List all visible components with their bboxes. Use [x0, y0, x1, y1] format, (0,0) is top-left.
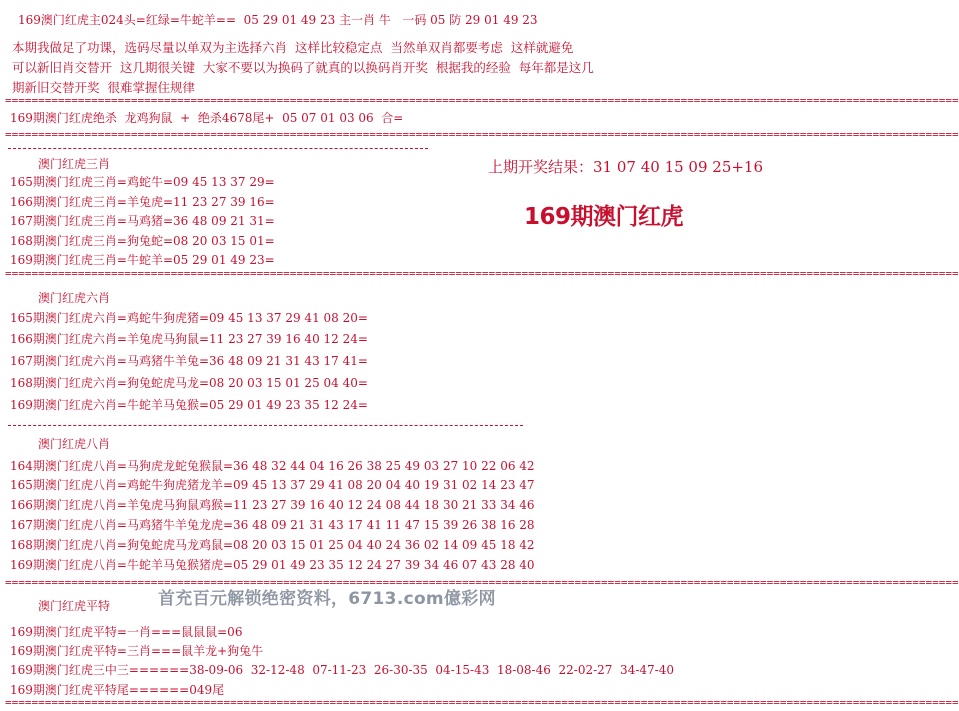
- separator: ================================================================================================================================================: [5, 696, 959, 709]
- intro-line-3: 期新旧交替开奖 很难掌握住规律: [12, 80, 195, 95]
- section-title-special: 澳门红虎平特: [38, 599, 111, 613]
- three-row: 168期澳门红虎三肖=狗兔蛇=08 20 03 15 01=: [10, 234, 275, 248]
- section-title-eight: 澳门红虎八肖: [38, 437, 111, 451]
- last-result: 上期开奖结果：31 07 40 15 09 25+16: [488, 158, 764, 176]
- three-row: 166期澳门红虎三肖=羊兔虎=11 23 27 39 16=: [10, 195, 275, 209]
- separator: ================================================================================================================================================: [5, 128, 959, 141]
- special-row: 169期澳门红虎平特=三肖===鼠羊龙+狗兔牛: [10, 644, 264, 658]
- section-title-three: 澳门红虎三肖: [38, 157, 111, 171]
- special-row: 169期澳门红虎三中三======38-09-06 32-12-48 07-11-23 26-30-35 04-15-43 18-08-46 22-02-27 34-47-40: [10, 663, 674, 677]
- dashed-divider: [8, 425, 523, 426]
- separator: ================================================================================================================================================: [5, 94, 959, 107]
- header-line: 169澳门红虎主024头=红绿=牛蛇羊== 05 29 01 49 23 主一肖 牛 一码 05 防 29 01 49 23: [18, 13, 538, 27]
- six-row: 167期澳门红虎六肖=马鸡猪牛羊兔=36 48 09 21 31 43 17 41=: [10, 354, 368, 368]
- watermark-banner: 首充百元解锁绝密资料，6713.com億彩网: [158, 589, 496, 609]
- intro-line-1: 本期我做足了功课，选码尽量以单双为主选择六肖 这样比较稳定点 当然单双肖都要考虑 这样就避免: [12, 40, 574, 55]
- three-row: 165期澳门红虎三肖=鸡蛇牛=09 45 13 37 29=: [10, 175, 275, 189]
- section-title-six: 澳门红虎六肖: [38, 291, 111, 305]
- dashed-divider: [8, 148, 428, 149]
- eight-row: 166期澳门红虎八肖=羊兔虎马狗鼠鸡猴=11 23 27 39 16 40 12 24 08 44 18 30 21 33 34 46: [10, 498, 535, 512]
- separator: ================================================================================================================================================: [5, 576, 959, 589]
- three-row: 167期澳门红虎三肖=马鸡猪=36 48 09 21 31=: [10, 214, 275, 228]
- eight-row: 169期澳门红虎八肖=牛蛇羊马兔猴猪虎=05 29 01 49 23 35 12 24 27 39 34 46 07 43 28 40: [10, 558, 535, 572]
- six-row: 166期澳门红虎六肖=羊兔虎马狗鼠=11 23 27 39 16 40 12 24=: [10, 332, 368, 346]
- kill-line: 169期澳门红虎绝杀 龙鸡狗鼠 + 绝杀4678尾+ 05 07 01 03 06 合=: [10, 111, 404, 125]
- special-row: 169期澳门红虎平特=一肖===鼠鼠鼠=06: [10, 625, 243, 639]
- eight-row: 165期澳门红虎八肖=鸡蛇牛狗虎猪龙羊=09 45 13 37 29 41 08 20 04 40 19 31 02 14 23 47: [10, 478, 535, 492]
- eight-row: 168期澳门红虎八肖=狗兔蛇虎马龙鸡鼠=08 20 03 15 01 25 04 40 24 36 02 14 09 45 18 42: [10, 538, 535, 552]
- six-row: 165期澳门红虎六肖=鸡蛇牛狗虎猪=09 45 13 37 29 41 08 20=: [10, 311, 368, 325]
- six-row: 169期澳门红虎六肖=牛蛇羊马兔猴=05 29 01 49 23 35 12 24=: [10, 398, 368, 412]
- intro-line-2: 可以新旧肖交替开 这几期很关键 大家不要以为换码了就真的以换码肖开奖 根据我的经验 每年都是这几: [12, 60, 594, 75]
- six-row: 168期澳门红虎六肖=狗兔蛇虎马龙=08 20 03 15 01 25 04 40=: [10, 376, 368, 390]
- special-row: 169期澳门红虎平特尾======049尾: [10, 683, 225, 697]
- separator: ================================================================================================================================================: [5, 267, 959, 280]
- headline: 169期澳门红虎: [524, 204, 684, 230]
- three-row: 169期澳门红虎三肖=牛蛇羊=05 29 01 49 23=: [10, 253, 275, 267]
- eight-row: 164期澳门红虎八肖=马狗虎龙蛇兔猴鼠=36 48 32 44 04 16 26 38 25 49 03 27 10 22 06 42: [10, 459, 535, 473]
- eight-row: 167期澳门红虎八肖=马鸡猪牛羊兔龙虎=36 48 09 21 31 43 17 41 11 47 15 39 26 38 16 28: [10, 518, 535, 532]
